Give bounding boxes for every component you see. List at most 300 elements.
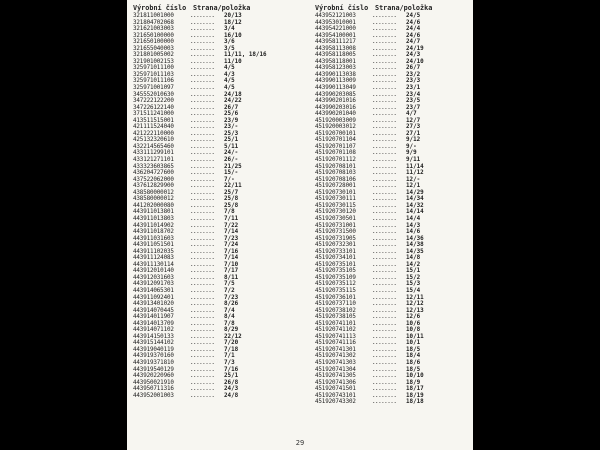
page-item-value: 12/-: [406, 176, 421, 183]
leader-dots: ........: [190, 143, 215, 150]
serial-number: 443911013803: [133, 215, 174, 222]
page-item-value: 24/22: [224, 98, 242, 105]
page-item-value: 25/8: [224, 202, 239, 209]
leader-dots: ........: [190, 346, 215, 353]
leader-dots: ........: [190, 130, 215, 137]
leader-dots: ........: [372, 346, 397, 353]
page-item-value: 27/1: [406, 130, 421, 137]
page-item-value: 10/8: [406, 327, 421, 334]
serial-number: 443914065301: [133, 287, 174, 294]
serial-number: 443911102035: [133, 248, 174, 255]
serial-number: 451920003012: [315, 124, 356, 131]
page-item-value: 5/11: [224, 143, 239, 150]
page-item-value: 14/3: [406, 222, 421, 229]
serial-number: 451920741501: [315, 386, 356, 393]
serial-number: 451920741101: [315, 320, 356, 327]
leader-dots: ........: [190, 248, 215, 255]
page-item-header: Strana/položka: [193, 4, 251, 12]
serial-number: 325971011106: [133, 78, 174, 85]
leader-dots: ........: [190, 170, 215, 177]
leader-dots: ........: [372, 386, 397, 393]
leader-dots: ........: [372, 26, 397, 33]
leader-dots: ........: [372, 71, 397, 78]
page-item-value: 4/5: [224, 78, 235, 85]
page-item-value: 12/6: [406, 314, 421, 321]
serial-number: 443912010140: [133, 268, 174, 275]
serial-number: 443958118001: [315, 58, 356, 65]
page-item-value: 7/10: [224, 261, 239, 268]
right-column-header: [315, 4, 471, 13]
serial-number: 443911051501: [133, 242, 174, 249]
serial-number: 325971011103: [133, 71, 174, 78]
page-item-value: 12/1: [406, 183, 421, 190]
leader-dots: ........: [372, 163, 397, 170]
page-item-value: 7/2: [224, 287, 235, 294]
serial-number: 443958113008: [315, 45, 356, 52]
leader-dots: ........: [190, 137, 215, 144]
page-item-value: 14/4: [406, 215, 421, 222]
leader-dots: ........: [190, 261, 215, 268]
serial-number: 443911014902: [133, 222, 174, 229]
leader-dots: ........: [372, 85, 397, 92]
page-item-value: 7/11: [224, 215, 239, 222]
leader-dots: ........: [372, 58, 397, 65]
leader-dots: ........: [190, 222, 215, 229]
serial-number: 443952121003: [315, 13, 356, 19]
serial-number: 451920731001: [315, 222, 356, 229]
serial-number: 443950021910: [133, 379, 174, 386]
serial-number: 451920700101: [315, 130, 356, 137]
page-item-value: 23/1: [406, 85, 421, 92]
serial-number: 443911130114: [133, 261, 174, 268]
leader-dots: ........: [372, 117, 397, 124]
page-item-value: 18/19: [406, 392, 424, 399]
page-item-value: 25/6: [224, 111, 239, 118]
serial-number: 451920731905: [315, 235, 356, 242]
serial-number: 451920731500: [315, 229, 356, 236]
page-item-value: 3/6: [224, 39, 235, 46]
serial-number: 321621003003: [133, 26, 174, 33]
leader-dots: ........: [190, 58, 215, 65]
leader-dots: ........: [190, 215, 215, 222]
leader-dots: ........: [372, 202, 397, 209]
page-item-value: 12/12: [406, 301, 424, 308]
serial-number: 443990203016: [315, 104, 356, 111]
serial-number: 321655040003: [133, 45, 174, 52]
serial-number: 443953010001: [315, 19, 356, 26]
page-item-value: 7/8: [224, 209, 235, 216]
serial-number: 443919371810: [133, 359, 174, 366]
leader-dots: ........: [190, 176, 215, 183]
serial-number: 443958111217: [315, 39, 356, 46]
serial-number: 421222110000: [133, 130, 174, 137]
leader-dots: ........: [372, 353, 397, 360]
page-item-value: 4/7: [406, 111, 417, 118]
page-item-value: 7/22: [224, 222, 239, 229]
page-item-value: 7/5: [224, 281, 235, 288]
page-item-value: 22/12: [224, 333, 242, 340]
leader-dots: ........: [190, 301, 215, 308]
page-item-value: 9/-: [406, 143, 417, 150]
page-item-value: 26/-: [224, 157, 239, 164]
leader-dots: ........: [190, 78, 215, 85]
leader-dots: ........: [372, 65, 397, 72]
serial-number: 321650100000: [133, 39, 174, 46]
serial-number: 443911124083: [133, 255, 174, 262]
serial-number: 443990201016: [315, 98, 356, 105]
page-item-value: 7/17: [224, 268, 239, 275]
page-item-value: 14/14: [406, 209, 424, 216]
leader-dots: ........: [190, 117, 215, 124]
leader-dots: ........: [372, 307, 397, 314]
leader-dots: ........: [190, 91, 215, 98]
right-rows: [315, 13, 471, 406]
leader-dots: ........: [190, 392, 215, 399]
page-number: 29: [295, 439, 305, 447]
page-item-value: 16/10: [224, 32, 242, 39]
leader-dots: ........: [372, 157, 397, 164]
page-item-value: 18/5: [406, 346, 421, 353]
serial-number: 451920730111: [315, 196, 356, 203]
leader-dots: ........: [372, 78, 397, 85]
serial-number: 451920708106: [315, 176, 356, 183]
serial-number: 438580000012: [133, 189, 174, 196]
leader-dots: ........: [372, 248, 397, 255]
page-item-value: 7/14: [224, 255, 239, 262]
serial-number: 443911018702: [133, 229, 174, 236]
serial-number: 451920737110: [315, 301, 356, 308]
leader-dots: ........: [372, 137, 397, 144]
leader-dots: ........: [372, 143, 397, 150]
page-item-value: 25/7: [224, 189, 239, 196]
leader-dots: ........: [372, 183, 397, 190]
serial-number: 443952001003: [133, 392, 174, 399]
serial-number: 443911013801: [133, 209, 174, 216]
page-item-value: 11/11, 18/16: [224, 52, 267, 59]
serial-number: 436204727600: [133, 170, 174, 177]
serial-number: 321801005002: [133, 52, 174, 59]
leader-dots: ........: [372, 373, 397, 380]
page-item-header: Strana/položka: [375, 4, 433, 12]
leader-dots: ........: [190, 229, 215, 236]
page-item-value: 14/6: [406, 229, 421, 236]
serial-number: 413511515001: [133, 117, 174, 124]
leader-dots: ........: [372, 150, 397, 157]
serial-number: 451920741306: [315, 379, 356, 386]
page-item-value: 7/14: [224, 229, 239, 236]
leader-dots: ........: [372, 45, 397, 52]
serial-number: 451920738102: [315, 307, 356, 314]
serial-number: 425132320610: [133, 137, 174, 144]
leader-dots: ........: [372, 91, 397, 98]
page-item-value: 9/11: [406, 157, 421, 164]
page-item-value: 24/4: [406, 26, 421, 33]
leader-dots: ........: [372, 170, 397, 177]
page-item-value: 14/35: [406, 248, 424, 255]
page-item-value: 21/25: [224, 163, 242, 170]
leader-dots: ........: [190, 353, 215, 360]
serial-number: 347222122200: [133, 98, 174, 105]
page-item-value: 8/4: [224, 314, 235, 321]
leader-dots: ........: [372, 235, 397, 242]
page-item-value: 24/6: [406, 19, 421, 26]
leader-dots: ........: [190, 124, 215, 131]
leader-dots: ........: [372, 104, 397, 111]
leader-dots: ........: [190, 307, 215, 314]
serial-number: 443914011907: [133, 314, 174, 321]
page-item-value: 24/3: [406, 52, 421, 59]
serial-number: 451920735105: [315, 268, 356, 275]
leader-dots: ........: [372, 274, 397, 281]
serial-number: 443912091703: [133, 281, 174, 288]
page-item-value: 18/9: [406, 379, 421, 386]
leader-dots: ........: [372, 287, 397, 294]
page-item-value: 26/8: [224, 379, 239, 386]
leader-dots: ........: [372, 314, 397, 321]
page-item-value: 10/11: [406, 333, 424, 340]
page-item-value: 8/26: [224, 301, 239, 308]
page-item-value: 11/10: [224, 58, 242, 65]
page-item-value: 18/17: [406, 386, 424, 393]
serial-number: 451920735115: [315, 287, 356, 294]
page-item-value: 12/7: [406, 117, 421, 124]
page-item-value: 7/24: [224, 242, 239, 249]
leader-dots: ........: [372, 399, 397, 406]
page-item-value: 23/4: [406, 91, 421, 98]
leader-dots: ........: [372, 39, 397, 46]
leader-dots: ........: [372, 189, 397, 196]
left-column-header: [133, 4, 303, 13]
page-item-value: 7/16: [224, 248, 239, 255]
page-item-value: 24/5: [406, 13, 421, 19]
serial-number: 443913401020: [133, 301, 174, 308]
serial-number: 325971011100: [133, 65, 174, 72]
serial-number: 451920730115: [315, 202, 356, 209]
page-item-value: 7/23: [224, 294, 239, 301]
serial-number: 451920741116: [315, 340, 356, 347]
serial-number: 451920701108: [315, 150, 356, 157]
serial-number: 451920741303: [315, 359, 356, 366]
page-item-value: 23/7: [406, 104, 421, 111]
serial-number: 443990113009: [315, 78, 356, 85]
page-item-value: 14/36: [406, 235, 424, 242]
leader-dots: ........: [372, 379, 397, 386]
serial-number: 443914150133: [133, 333, 174, 340]
serial-number: 451920701104: [315, 137, 356, 144]
leader-dots: ........: [190, 333, 215, 340]
leader-dots: ........: [372, 124, 397, 131]
page-item-value: 15/-: [224, 170, 239, 177]
page-item-value: 7/4: [224, 307, 235, 314]
leader-dots: ........: [190, 189, 215, 196]
leader-dots: ........: [372, 261, 397, 268]
page-item-value: 8/11: [224, 274, 239, 281]
page-item-value: 25/3: [224, 130, 239, 137]
leader-dots: ........: [190, 274, 215, 281]
page-item-value: 11/14: [406, 163, 424, 170]
page-item-value: 7/20: [224, 340, 239, 347]
list-item: [133, 393, 303, 400]
serial-number: 443958123003: [315, 65, 356, 72]
serial-number: 433111299101: [133, 150, 174, 157]
page-item-value: 7/18: [224, 346, 239, 353]
page-item-value: 15/3: [406, 281, 421, 288]
serial-number: 451920738105: [315, 314, 356, 321]
leader-dots: ........: [372, 229, 397, 236]
serial-number: 443954100001: [315, 32, 356, 39]
serial-number: 451920736101: [315, 294, 356, 301]
page-item-value: 23/-: [224, 124, 239, 131]
leader-dots: ........: [190, 85, 215, 92]
serial-number: 443950711316: [133, 386, 174, 393]
serial-number: 451920741113: [315, 333, 356, 340]
page-item-value: 9/12: [406, 137, 421, 144]
page-item-value: 20/13: [224, 13, 242, 19]
leader-dots: ........: [372, 209, 397, 216]
page-item-value: 15/2: [406, 274, 421, 281]
page-item-value: 14/2: [406, 261, 421, 268]
serial-number: 437522062000: [133, 176, 174, 183]
serial-number: 451920733101: [315, 248, 356, 255]
page-item-value: 25/1: [224, 373, 239, 380]
page-item-value: 7/3: [224, 359, 235, 366]
page-item-value: 23/3: [406, 78, 421, 85]
serial-number: 443919370160: [133, 353, 174, 360]
page-item-value: 23/5: [406, 98, 421, 105]
serial-number: 443914070445: [133, 307, 174, 314]
page-item-value: 11/12: [406, 170, 424, 177]
page-item-value: 14/38: [406, 242, 424, 249]
list-item: [315, 399, 471, 406]
leader-dots: ........: [372, 32, 397, 39]
leader-dots: ........: [372, 327, 397, 334]
serial-number: 443990203085: [315, 91, 356, 98]
leader-dots: ........: [190, 104, 215, 111]
serial-number: 443915144102: [133, 340, 174, 347]
leader-dots: ........: [190, 71, 215, 78]
leader-dots: ........: [190, 340, 215, 347]
serial-number: 451920743302: [315, 399, 356, 406]
leader-dots: ........: [190, 65, 215, 72]
document-page: [127, 0, 473, 450]
serial-number: 451920730501: [315, 215, 356, 222]
leader-dots: ........: [372, 13, 397, 19]
leader-dots: ........: [190, 157, 215, 164]
leader-dots: ........: [372, 255, 397, 262]
leader-dots: ........: [372, 19, 397, 26]
serial-number: 451920741102: [315, 327, 356, 334]
page-item-value: 14/8: [406, 255, 421, 262]
serial-number: 325971001097: [133, 85, 174, 92]
serial-number-header: Výrobní číslo: [133, 4, 187, 12]
page-item-value: 10/1: [406, 340, 421, 347]
leader-dots: ........: [190, 39, 215, 46]
page-item-value: 18/18: [406, 399, 424, 406]
serial-number: 451920701112: [315, 157, 356, 164]
leader-dots: ........: [190, 150, 215, 157]
serial-number: 451920734101: [315, 255, 356, 262]
page-item-value: 4/3: [224, 71, 235, 78]
page-item-value: 24/6: [406, 32, 421, 39]
serial-number: 443912031603: [133, 274, 174, 281]
leader-dots: ........: [372, 294, 397, 301]
leader-dots: ........: [190, 235, 215, 242]
serial-number: 451920735101: [315, 261, 356, 268]
serial-number: 421111524040: [133, 124, 174, 131]
page-item-value: 15/4: [406, 287, 421, 294]
page-item-value: 4/5: [224, 65, 235, 72]
serial-number: 443990201040: [315, 111, 356, 118]
serial-number: 438580000012: [133, 196, 174, 203]
serial-number: 443954221000: [315, 26, 356, 33]
leader-dots: ........: [372, 52, 397, 59]
serial-number: 443919040119: [133, 346, 174, 353]
serial-number: 451920701107: [315, 143, 356, 150]
page-item-value: 27/3: [406, 124, 421, 131]
leader-dots: ........: [372, 281, 397, 288]
leader-dots: ........: [190, 196, 215, 203]
serial-number: 451920741304: [315, 366, 356, 373]
serial-number: 451920708101: [315, 163, 356, 170]
leader-dots: ........: [190, 163, 215, 170]
serial-number: 321650100000: [133, 32, 174, 39]
serial-number: 433323603865: [133, 163, 174, 170]
page-item-value: 26/7: [224, 104, 239, 111]
leader-dots: ........: [372, 222, 397, 229]
page-item-value: 7/1: [224, 353, 235, 360]
page-item-value: 18/4: [406, 353, 421, 360]
leader-dots: ........: [372, 98, 397, 105]
leader-dots: ........: [372, 333, 397, 340]
page-item-value: 24/10: [406, 58, 424, 65]
serial-number: 451920708103: [315, 170, 356, 177]
page-item-value: 24/7: [406, 39, 421, 46]
page-item-value: 18/5: [406, 366, 421, 373]
serial-number: 347226122140: [133, 104, 174, 111]
serial-number: 321901002153: [133, 58, 174, 65]
serial-number: 451920730101: [315, 189, 356, 196]
leader-dots: ........: [372, 268, 397, 275]
left-column: [133, 4, 303, 399]
page-item-value: 8/29: [224, 327, 239, 334]
serial-number: 371511241000: [133, 111, 174, 118]
serial-number: 443990113049: [315, 85, 356, 92]
page-item-value: 26/7: [406, 65, 421, 72]
leader-dots: ........: [190, 386, 215, 393]
leader-dots: ........: [190, 314, 215, 321]
leader-dots: ........: [190, 19, 215, 26]
page-item-value: 18/6: [406, 359, 421, 366]
leader-dots: ........: [372, 176, 397, 183]
leader-dots: ........: [190, 45, 215, 52]
leader-dots: ........: [372, 320, 397, 327]
page-item-value: 24/-: [224, 150, 239, 157]
leader-dots: ........: [190, 52, 215, 59]
page-item-value: 15/1: [406, 268, 421, 275]
page-item-value: 4/5: [224, 85, 235, 92]
leader-dots: ........: [372, 196, 397, 203]
serial-number: 451920003009: [315, 117, 356, 124]
serial-number: 451920730120: [315, 209, 356, 216]
page-item-value: 7/16: [224, 366, 239, 373]
serial-number: 443911092401: [133, 294, 174, 301]
leader-dots: ........: [372, 111, 397, 118]
page-item-value: 12/13: [406, 307, 424, 314]
leader-dots: ........: [372, 242, 397, 249]
page-item-value: 24/19: [406, 45, 424, 52]
serial-number: 451920741302: [315, 353, 356, 360]
leader-dots: ........: [190, 183, 215, 190]
